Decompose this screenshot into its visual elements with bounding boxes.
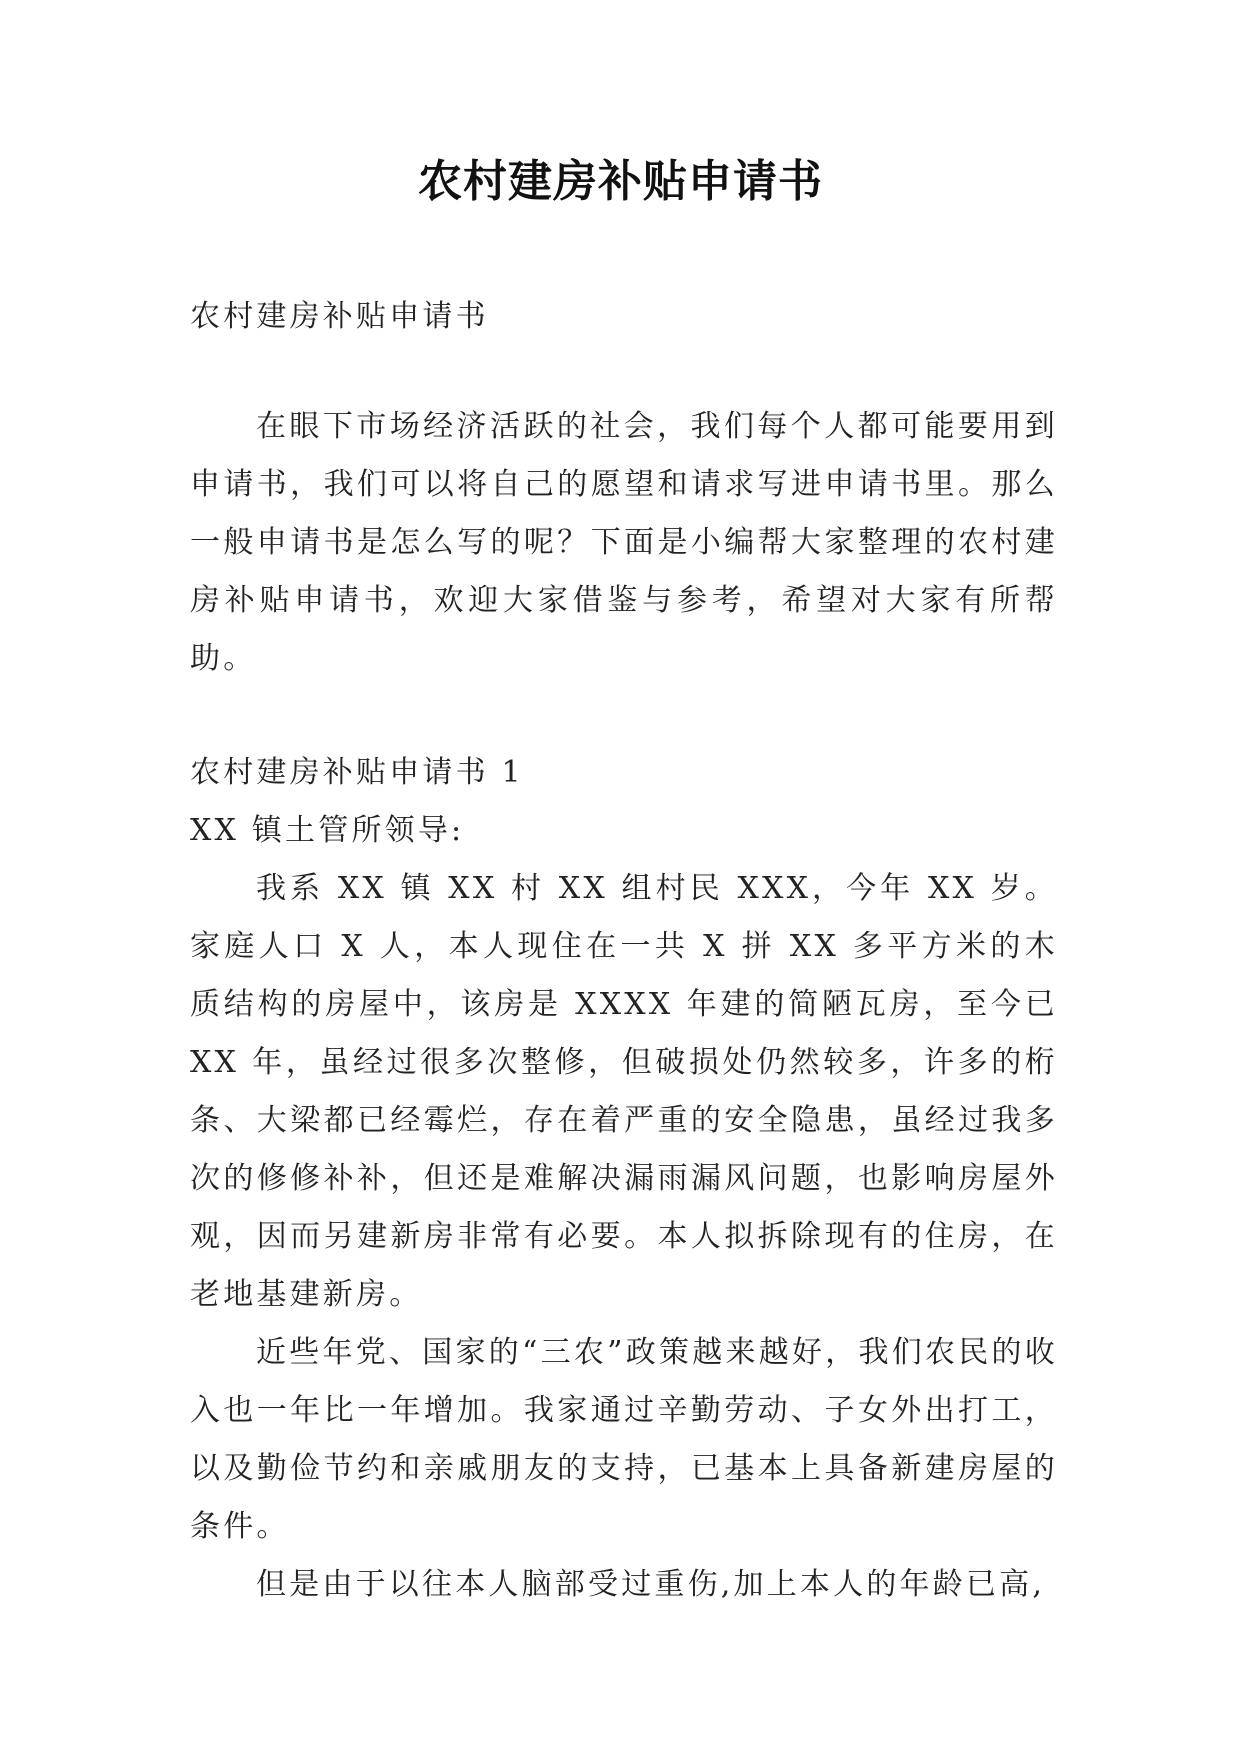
document-subtitle: 农村建房补贴申请书 — [190, 299, 489, 334]
document-title: 农村建房补贴申请书 — [418, 156, 823, 207]
intro-paragraph: 在眼下市场经济活跃的社会，我们每个人都可能要用到申请书，我们可以将自己的愿望和请求写进申请书里。那么一般申请书是怎么写的呢？下面是小编帮大家整理的农村建房补贴申请书，欢迎大家借鉴与参考，希望对大家有所帮助。 — [190, 409, 1058, 676]
body-paragraph-1: 我系 XX 镇 XX 村 XX 组村民 XXX，今年 XX 岁。家庭人口 X 人，本人现住在一共 X 拼 XX 多平方米的木质结构的房屋中，该房是 XXXX 年建的简陋瓦房，至今已 XX 年，虽经过很多次整修，但破损处仍然较多，许多的桁条、大梁都已经霉烂，存在着严重的安全隐患，虽经过我多次的修修补补，但还是难解决漏雨漏风问题，也影响房屋外观，因而另建新房非常有必要。本人拟拆除现有的住房，在老地基建新房。 — [190, 871, 1058, 1312]
body-paragraph-2: 近些年党、国家的“三农”政策越来越好，我们农民的收入也一年比一年增加。我家通过辛勤劳动、子女外出打工，以及勤俭节约和亲戚朋友的支持，已基本上具备新建房屋的条件。 — [190, 1335, 1058, 1544]
document-body — [190, 288, 1058, 1614]
section-heading: 农村建房补贴申请书 1 — [190, 755, 524, 790]
body-paragraph-3: 但是由于以往本人脑部受过重伤,加上本人的年龄已高, — [256, 1567, 1046, 1602]
salutation: XX 镇土管所领导: — [190, 813, 465, 848]
